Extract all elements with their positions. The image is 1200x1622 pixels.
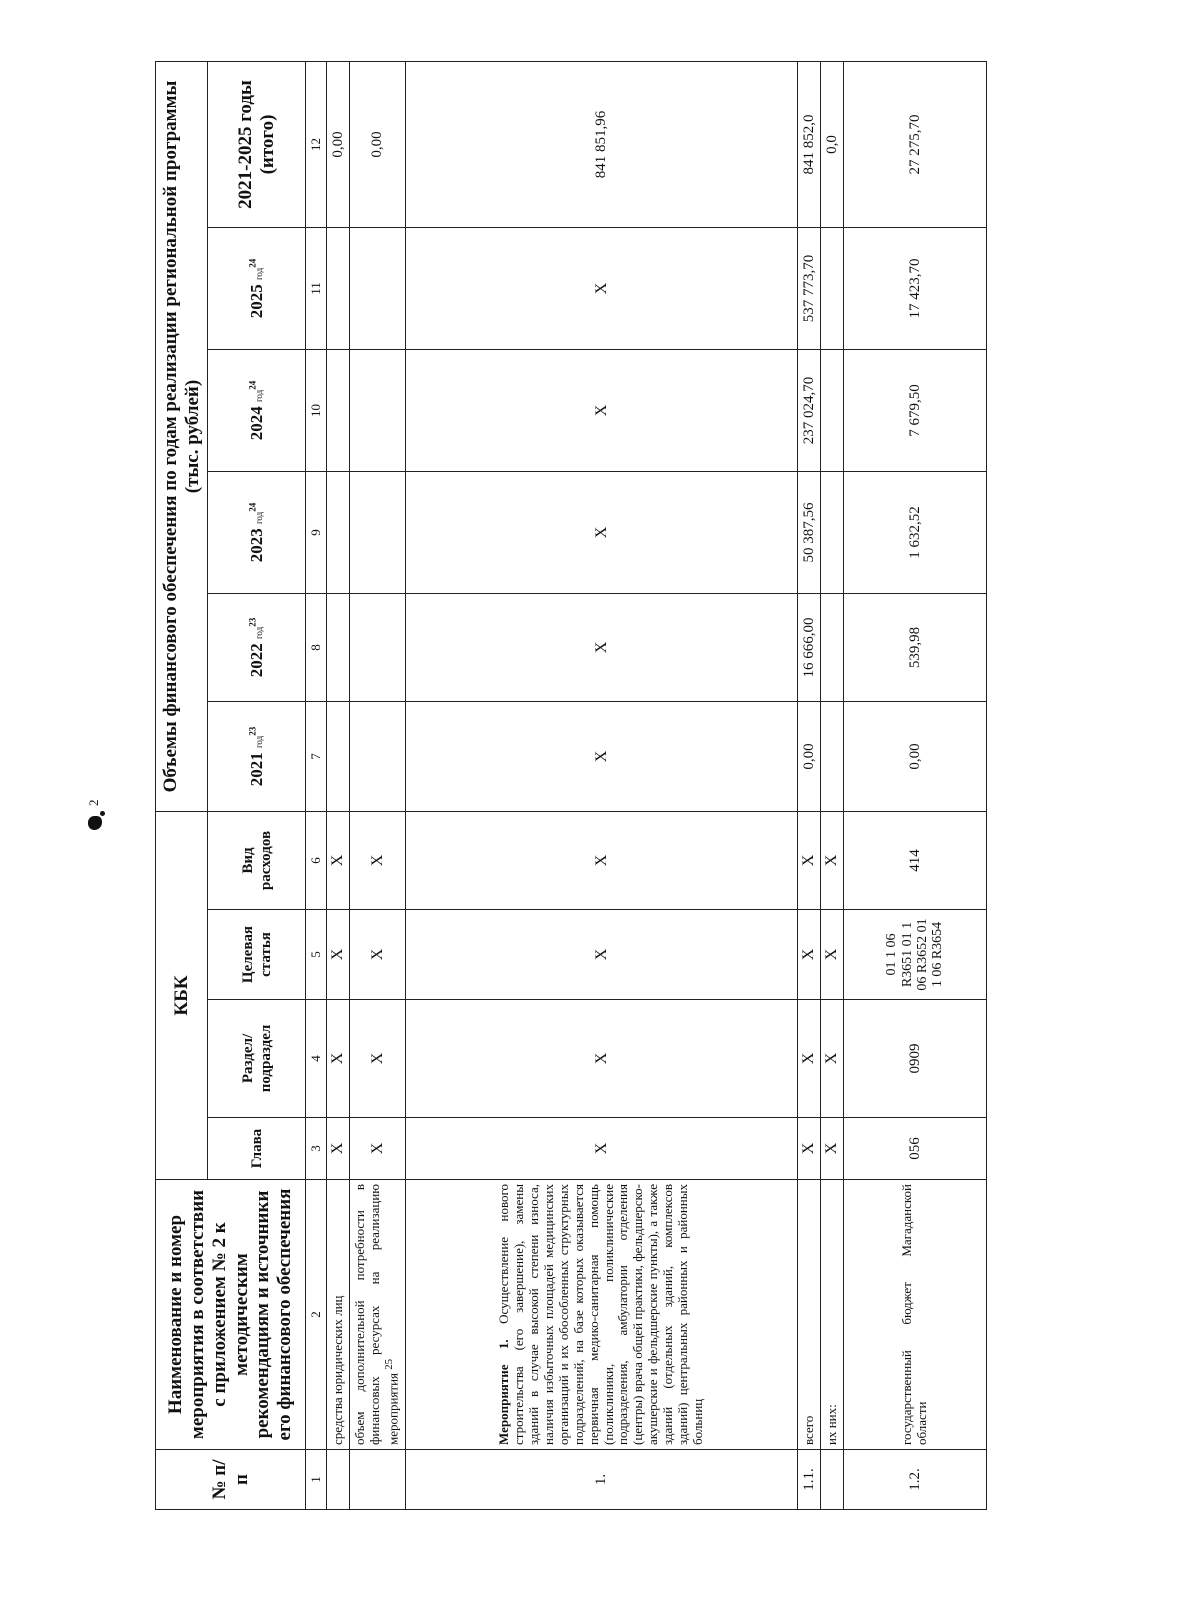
cell-section: Х — [798, 1000, 821, 1118]
colnum: 1 — [306, 1450, 327, 1510]
cell-target: 01 1 06 R3651 01 1 06 R3652 01 1 06 R3654 — [844, 910, 987, 1000]
cell-empty — [327, 1450, 350, 1510]
cell-total: 841 852,0 — [798, 62, 821, 228]
colnum: 4 — [306, 1000, 327, 1118]
page-number-mark — [80, 780, 140, 840]
colnum: 9 — [306, 472, 327, 594]
cell-section: Х — [350, 1000, 406, 1118]
cell-expense: Х — [406, 812, 798, 910]
cell-target: Х — [327, 910, 350, 1000]
cell-target: Х — [406, 910, 798, 1000]
rotated-table-container — [155, 62, 1035, 1510]
cell-2024: 237 024,70 — [798, 350, 821, 472]
table-row-measure-1 — [406, 62, 798, 1510]
cell-section: Х — [327, 1000, 350, 1118]
cell-2023: 1 632,52 — [844, 472, 987, 594]
cell-chapter: Х — [798, 1118, 821, 1180]
cell-section: Х — [821, 1000, 844, 1118]
row-no: 1. — [406, 1450, 798, 1510]
colnum: 10 — [306, 350, 327, 472]
header-volumes: Объемы финансового обеспечения по годам реализации региональной программы (тыс. рублей) — [156, 62, 208, 812]
cell-2025: 537 773,70 — [798, 228, 821, 350]
cell-chapter: Х — [350, 1118, 406, 1180]
page-number: 2 — [86, 799, 101, 806]
header-year-2022: 2022 год$^{23}$ — [208, 594, 306, 702]
cell-empty — [821, 1450, 844, 1510]
cell-section: 0909 — [844, 1000, 987, 1118]
cell-2025: 17 423,70 — [844, 228, 987, 350]
header-year-2021: 2021 год$^{23}$ — [208, 702, 306, 812]
header-target: Целевая статья — [208, 910, 306, 1000]
cell-expense: Х — [327, 812, 350, 910]
row-name: средства юридических лиц — [327, 1180, 350, 1450]
cell-chapter: Х — [821, 1118, 844, 1180]
cell-expense: Х — [350, 812, 406, 910]
header-no: № п/п — [156, 1450, 306, 1510]
table-row-of-them — [821, 62, 844, 1510]
table-row-legal-entities — [327, 62, 350, 1510]
cell-expense: 414 — [844, 812, 987, 910]
header-chapter: Глава — [208, 1118, 306, 1180]
financing-table — [155, 61, 987, 1510]
cell-chapter: 056 — [844, 1118, 987, 1180]
row-no: 1.2. — [844, 1450, 987, 1510]
cell-target: Х — [798, 910, 821, 1000]
row-name: их них: — [821, 1180, 844, 1450]
cell-2022: 16 666,00 — [798, 594, 821, 702]
cell-2021: 0,00 — [798, 702, 821, 812]
row-name: всего — [798, 1180, 821, 1450]
colnum: 2 — [306, 1180, 327, 1450]
table-row-1-1-total — [798, 62, 821, 1510]
colnum: 5 — [306, 910, 327, 1000]
cell-2024: 7 679,50 — [844, 350, 987, 472]
header-kbk: КБК — [156, 812, 208, 1180]
header-expense: Вид расходов — [208, 812, 306, 910]
ink-blot-icon — [88, 816, 102, 830]
cell-2024: Х — [406, 350, 798, 472]
colnum: 8 — [306, 594, 327, 702]
row-name: объем дополнительной потребности в финансовых ресурсах на реализацию мероприятия $^{25}$ — [350, 1180, 406, 1450]
cell-chapter: Х — [406, 1118, 798, 1180]
colnum: 7 — [306, 702, 327, 812]
cell-2025: Х — [406, 228, 798, 350]
row-name: государственный бюджет Магаданской области — [844, 1180, 987, 1450]
ink-dot-icon — [100, 811, 105, 816]
table-row-additional-need — [350, 62, 406, 1510]
cell-total: 27 275,70 — [844, 62, 987, 228]
header-section: Раздел/ подраздел — [208, 1000, 306, 1118]
cell-2023: 50 387,56 — [798, 472, 821, 594]
cell-total: 841 851,96 — [406, 62, 798, 228]
cell-total: 0,0 — [821, 62, 844, 228]
cell-2022: Х — [406, 594, 798, 702]
cell-total: 0,00 — [350, 62, 406, 228]
cell-expense: Х — [821, 812, 844, 910]
cell-2022: 539,98 — [844, 594, 987, 702]
colnum: 6 — [306, 812, 327, 910]
cell-empty — [350, 1450, 406, 1510]
cell-target: Х — [821, 910, 844, 1000]
column-numbers-row — [306, 62, 327, 1510]
cell-section: Х — [406, 1000, 798, 1118]
cell-expense: Х — [798, 812, 821, 910]
header-year-2025: 2025 год$^{24}$ — [208, 228, 306, 350]
header-total: 2021-2025 годы (итого) — [208, 62, 306, 228]
cell-2021: Х — [406, 702, 798, 812]
header-name: Наименование и номер мероприятия в соответствии с приложением № 2 к методическим рекомендациям и источники его финансового обеспечения — [156, 1180, 306, 1450]
row-name: Мероприятие 1. Осуществление нового строительства (его завершение), замены зданий в случае высокой степени износа, наличия избыточных площадей медицинских организаций и их обособленных структурных подразделений, на базе которых оказывается первичная медико-санитарная помощь (поликлиники, поликлинические подразделения, амбулатории отделения (центры) врача общей практики, фельдшерско-акушерские и фельдшерские пункты), а также зданий (отдельных зданий, комплексов зданий) центральных районных и районных больниц — [406, 1180, 798, 1450]
cell-2021: 0,00 — [844, 702, 987, 812]
cell-2023: Х — [406, 472, 798, 594]
header-year-2023: 2023 год$^{24}$ — [208, 472, 306, 594]
colnum: 11 — [306, 228, 327, 350]
cell-target: Х — [350, 910, 406, 1000]
row-no: 1.1. — [798, 1450, 821, 1510]
cell-chapter: Х — [327, 1118, 350, 1180]
table-row-1-2-regional-budget — [844, 62, 987, 1510]
colnum: 3 — [306, 1118, 327, 1180]
header-year-2024: 2024 год$^{24}$ — [208, 350, 306, 472]
colnum: 12 — [306, 62, 327, 228]
cell-total: 0,00 — [327, 62, 350, 228]
